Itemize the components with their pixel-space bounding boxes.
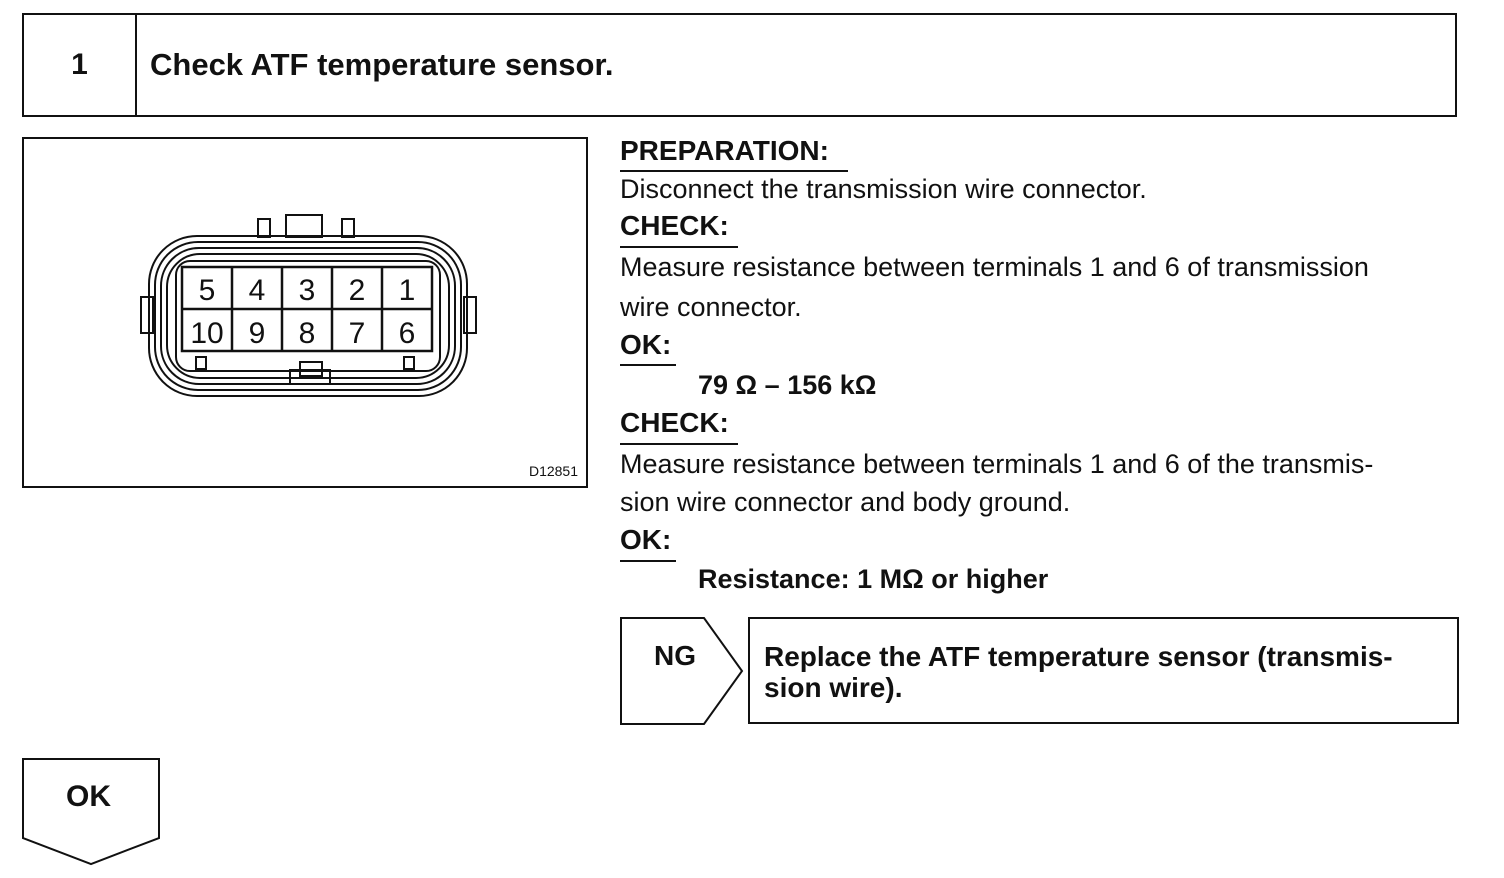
figure-code: D12851 [528, 463, 578, 479]
preparation-rule [620, 170, 848, 172]
terminal-6: 6 [398, 317, 416, 350]
ok1-value: 79 Ω – 156 kΩ [698, 370, 877, 400]
terminal-10: 10 [190, 317, 224, 350]
connector-diagram [24, 139, 586, 486]
terminal-9: 9 [248, 317, 266, 350]
check2-line2: sion wire connector and body ground. [620, 487, 1071, 517]
ng-label: NG [654, 640, 696, 671]
terminal-3: 3 [298, 274, 316, 307]
ok2-value: Resistance: 1 MΩ or higher [698, 564, 1049, 594]
connector-figure [22, 137, 588, 488]
ng-action-box [748, 617, 1459, 724]
ok-label: OK [66, 780, 111, 813]
check2-rule [620, 443, 738, 445]
check1-rule [620, 246, 738, 248]
check1-line2: wire connector. [620, 292, 802, 322]
terminal-5: 5 [198, 274, 216, 307]
ok1-rule [620, 364, 676, 366]
step-number: 1 [24, 15, 137, 115]
check2-line1: Measure resistance between terminals 1 and 6 of the transmis- [620, 449, 1374, 479]
check1-heading: CHECK: [620, 210, 729, 241]
preparation-heading: PREPARATION: [620, 135, 829, 166]
terminal-1: 1 [398, 274, 416, 307]
ng-action-text: Replace the ATF temperature sensor (transmis- sion wire). [764, 641, 1393, 703]
ok2-heading: OK: [620, 524, 672, 555]
preparation-text: Disconnect the transmission wire connector. [620, 174, 1147, 204]
step-title: Check ATF temperature sensor. [150, 47, 614, 82]
terminal-4: 4 [248, 274, 266, 307]
step-header [22, 13, 1457, 117]
check2-heading: CHECK: [620, 407, 729, 438]
ok2-rule [620, 560, 676, 562]
check1-line1: Measure resistance between terminals 1 and 6 of transmission [620, 252, 1369, 282]
terminal-8: 8 [298, 317, 316, 350]
terminal-7: 7 [348, 317, 366, 350]
ok1-heading: OK: [620, 329, 672, 360]
terminal-2: 2 [348, 274, 366, 307]
